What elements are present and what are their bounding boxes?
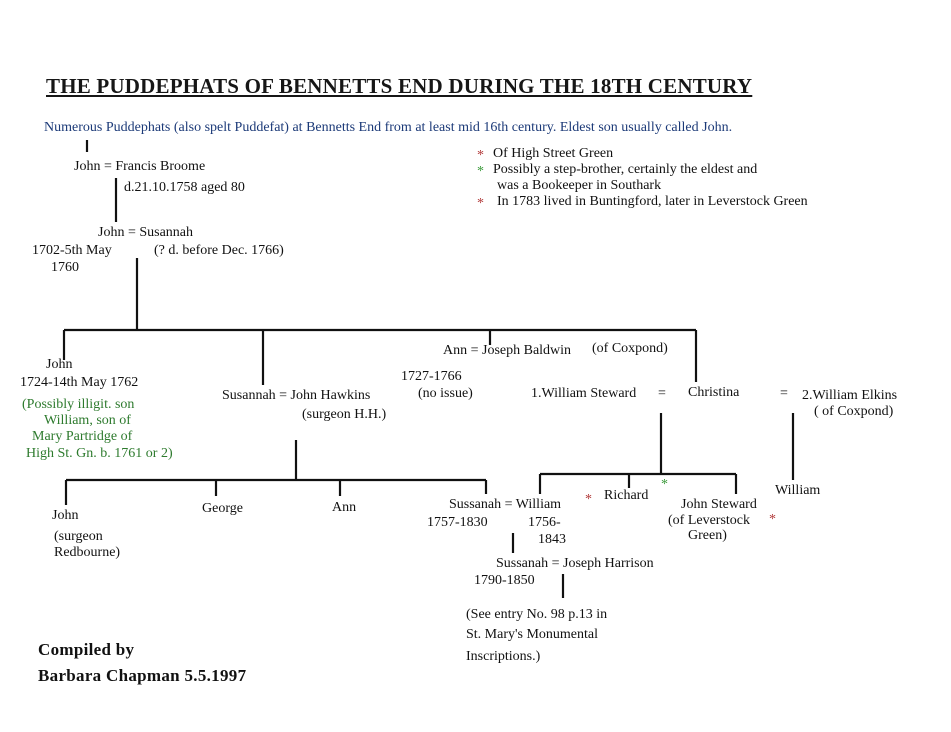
gen4-child-name: John Steward bbox=[681, 497, 757, 512]
gen1-death: d.21.10.1758 aged 80 bbox=[124, 180, 245, 195]
compiled-by-author: Barbara Chapman 5.5.1997 bbox=[38, 666, 247, 685]
equals-sign: = bbox=[780, 386, 788, 401]
star-icon: * bbox=[661, 477, 668, 492]
equals-sign: = bbox=[658, 386, 666, 401]
gen3-christina-first-husband: 1.William Steward bbox=[531, 386, 637, 401]
gen3-john-note: High St. Gn. b. 1761 or 2) bbox=[26, 446, 173, 461]
gen4-child-name: William bbox=[775, 483, 821, 498]
gen5-note: (See entry No. 98 p.13 in bbox=[466, 607, 608, 622]
star-icon: * bbox=[477, 164, 484, 179]
gen4-child-name: John bbox=[52, 508, 79, 523]
gen3-christina-second-place: ( of Coxpond) bbox=[814, 404, 894, 419]
gen3-john-note: Mary Partridge of bbox=[32, 429, 133, 444]
gen4-william-dates: 1843 bbox=[538, 532, 566, 547]
gen2-husband-dates: 1760 bbox=[51, 260, 79, 275]
gen3-ann-note: (no issue) bbox=[418, 386, 473, 401]
legend-item: was a Bookeeper in Southark bbox=[497, 178, 662, 193]
gen2-husband-dates: 1702-5th May bbox=[32, 243, 112, 258]
gen2-couple: John = Susannah bbox=[98, 225, 194, 240]
gen4-child-note: (surgeon bbox=[54, 529, 103, 544]
page-title: THE PUDDEPHATS OF BENNETTS END DURING THE 18TH CENTURY bbox=[46, 74, 753, 98]
gen3-john-dates: 1724-14th May 1762 bbox=[20, 375, 139, 390]
gen1-couple: John = Francis Broome bbox=[74, 159, 206, 174]
gen5-couple: Sussanah = Joseph Harrison bbox=[496, 556, 654, 571]
gen3-christina-name: Christina bbox=[688, 385, 740, 400]
gen4-sussanah-dates: 1757-1830 bbox=[427, 515, 488, 530]
gen5-note: Inscriptions.) bbox=[466, 649, 541, 664]
star-icon: * bbox=[585, 492, 592, 507]
legend-item: Possibly a step-brother, certainly the eldest and bbox=[493, 162, 758, 177]
legend-item: Of High Street Green bbox=[493, 146, 614, 161]
intro-text: Numerous Puddephats (also spelt Puddefat) at Bennetts End from at least mid 16th century. Eldest son usually called John. bbox=[44, 120, 733, 135]
gen4-child-name: George bbox=[202, 501, 243, 516]
gen4-sussanah-couple: Sussanah = William bbox=[449, 497, 562, 512]
legend-item: In 1783 lived in Buntingford, later in Leverstock Green bbox=[497, 194, 808, 209]
gen3-ann-couple: Ann = Joseph Baldwin bbox=[443, 343, 572, 358]
gen3-susannah-note: (surgeon H.H.) bbox=[302, 407, 387, 422]
gen2-wife-note: (? d. before Dec. 1766) bbox=[154, 243, 284, 258]
gen4-child-name: Ann bbox=[332, 500, 357, 515]
gen5-dates: 1790-1850 bbox=[474, 573, 535, 588]
gen4-child-note: Green) bbox=[688, 528, 727, 543]
gen3-ann-place: (of Coxpond) bbox=[592, 341, 668, 356]
gen3-susannah-couple: Susannah = John Hawkins bbox=[222, 388, 371, 403]
gen4-child-note: (of Leverstock bbox=[668, 513, 751, 528]
gen4-child-name: Richard bbox=[604, 488, 649, 503]
gen3-john-note: William, son of bbox=[44, 413, 131, 428]
gen3-john-name: John bbox=[46, 357, 73, 372]
gen3-john-note: (Possibly illigit. son bbox=[22, 397, 135, 412]
gen5-note: St. Mary's Monumental bbox=[466, 627, 599, 642]
gen4-child-note: Redbourne) bbox=[54, 545, 121, 560]
gen3-ann-dates: 1727-1766 bbox=[401, 369, 462, 384]
star-icon: * bbox=[769, 512, 776, 527]
star-icon: * bbox=[477, 196, 484, 211]
gen4-william-dates: 1756- bbox=[528, 515, 561, 530]
gen3-christina-second-husband: 2.William Elkins bbox=[802, 388, 898, 403]
compiled-by-label: Compiled by bbox=[38, 640, 135, 659]
star-icon: * bbox=[477, 148, 484, 163]
